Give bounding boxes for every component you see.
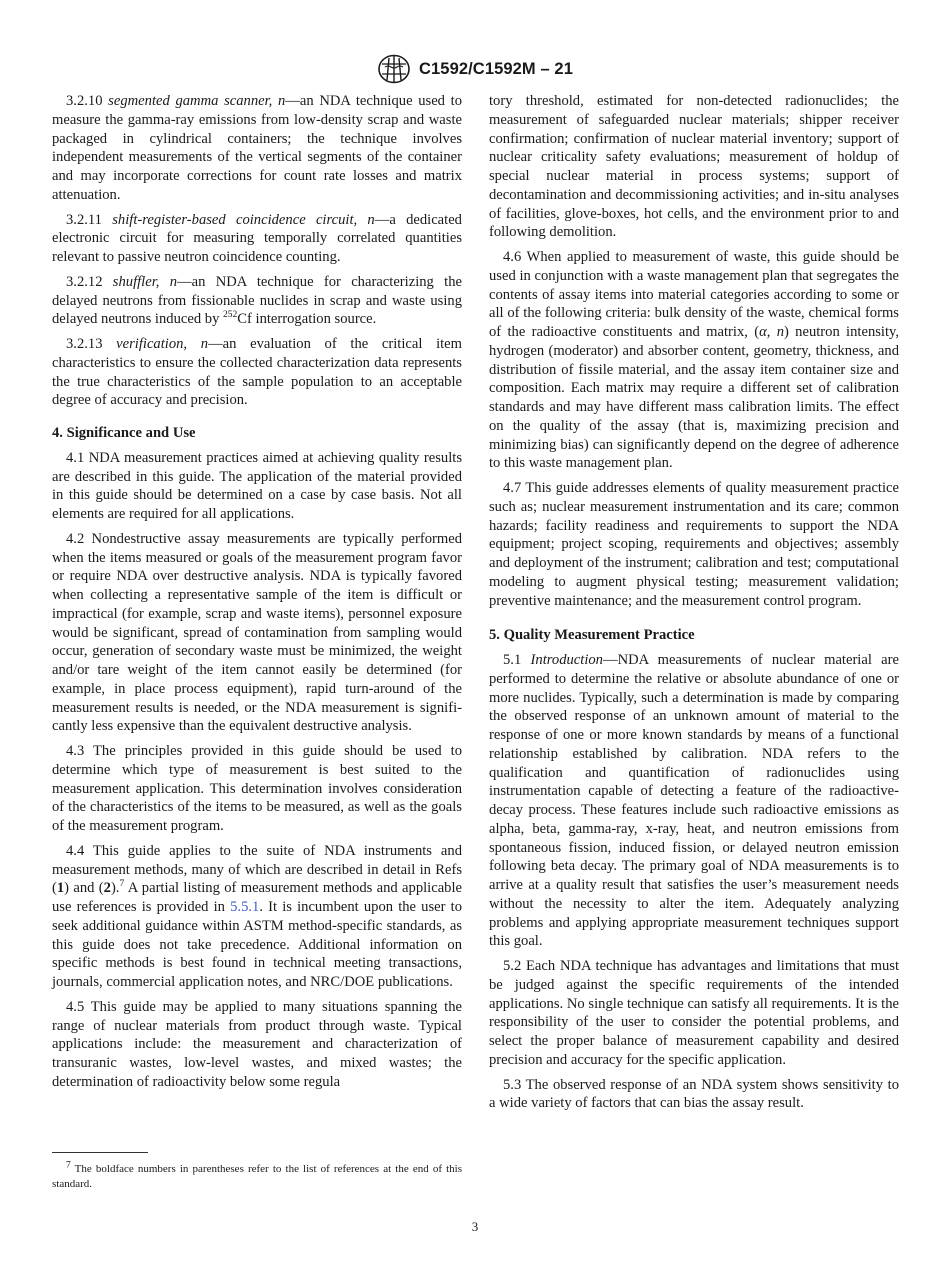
footnote-7-marker[interactable]: 7	[119, 879, 125, 890]
paragraph-4-2: 4.2 Nondestructive assay measurements are typically performed when the items measured or goals of the measurement program favor or require NDA over destructive analysis. NDA is typically favored when collecting a representative sample of the item is difficult or impractical (for example, scrap and waste items), personnel exposure would be significant, spread of contamination from sampling would occur, generation of secondary waste must be minimized, the weight and/or tare weight of the item cannot easily be determined (for example, in place process equipment), rapid turn-around of the measurement results is needed, or the NDA measurement is significantly less expensive than the equivalent destructive analysis.	[52, 530, 462, 735]
paragraph-4-5: 4.5 This guide may be applied to many situations spanning the range of nuclear materials from product through waste. Typical applications include: the measurement and characterization of transuranic wastes, low-level wastes, and mixed wastes; the determination of radioactivity below some regula	[52, 998, 462, 1090]
footnote-divider	[52, 1152, 148, 1153]
paragraph-4-4: 4.4 This guide applies to the suite of NDA instruments and measurement methods, many of which are described in detail in Refs (1) and (2).$^7$ A partial listing of measurement methods and applicable use references is provided in 5.5.1. It is incumbent upon the user to seek additional guidance within ASTM method-specific standards, as this guide does not take precedence. Additional information on specific methods is best found in technical meeting transactions, journals, commercial application notes, and NRC/DOE publications.	[52, 842, 463, 990]
paragraph-5-2: 5.2 Each NDA technique has advantages and limitations that must be judged against the specific requirements of the intended applications. No single technique can satisfy all requirements. It is the responsibility of the user to consider the potential problems, and select the proper balance of measurement capability and desired precision and accuracy for the specific application.	[489, 958, 899, 1068]
paragraph-3-2-13: 3.2.13 verification, n—an evaluation of the critical item characteristics to ensure the collected characterization data represents the true characteristics of the sample population to an acceptable degree of accuracy and precision.	[52, 336, 463, 409]
paragraph-4-5-continued: tory threshold, estimated for non-detected radionuclides; the measurement of safeguarded nuclear materials; shipper receiver confirmation; confirmation of nuclear material inventory; support of nuclear criticality safety evaluations; measurement of holdup of special nuclear material in process systems; support of decontamination and decommissioning activities; and in-situ analyses of facilities, glove-boxes, hot cells, and the environment prior to and following demolition.	[489, 93, 899, 241]
left-column	[52, 92, 462, 1098]
page-header	[0, 52, 950, 86]
paragraph-3-2-10: 3.2.10 segmented gamma scanner, n—an NDA technique used to measure the gamma-ray emissions from low-density scrap and waste packaged in cylindrical containers; the technique involves independent measurements of the vertical segments of the container and may incorporate corrections for count rate losses and matrix attenuation.	[52, 93, 463, 203]
paragraph-5-3: 5.3 The observed response of an NDA system shows sensitivity to a wide variety of factors that can bias the assay result.	[489, 1076, 899, 1112]
defined-term: shift-register-based coincidence circuit, n	[112, 211, 375, 228]
paragraph-4-7: 4.7 This guide addresses elements of quality measurement practice such as; nuclear measurement instrumentation and its care; common hazards; facility readiness and requirements to support the NDA equipment; project scoping, requirements and objectives; assembly and deployment of the instrument; calibration and test; computational modeling to augment physical testing; measurement validation; preventive maintenance; and the measurement control program.	[489, 480, 899, 609]
paragraph-4-3: 4.3 The principles provided in this guide should be used to determine which type of measurement is best suited to the measurement application. This determination involves consideration of the characteristics of the items to be measured, as well as the goals of the measurement program.	[52, 743, 462, 834]
defined-term: segmented gamma scanner, n	[108, 93, 286, 109]
page-number: 3	[471, 1219, 479, 1234]
paragraph-3-2-12: 3.2.12 shuffler, n—an NDA technique for characterizing the delayed neutrons from fissionable nuclides in scrap and waste using delayed neutrons induced by $^{252}$Cf interrogation source.	[52, 273, 462, 328]
defined-term: verification, n	[116, 336, 209, 352]
document-id: C1592/C1592M – 21	[419, 59, 573, 78]
paragraph-5-1: 5.1 Introduction—NDA measurements of nuclear material are performed to determine the relative or absolute abundance of one or more nuclides. Typically, such a determination is made by comparing the observed response of an unknown amount of material to the response of one or more known standards by means of a functional relationship established by calibration. NDA refers to the qualification and quantification of radionuclides using instrumentation capable of detecting a feature of the radioactive-decay process. These features include such radioactive emissions as alpha, beta, gamma-ray, x-ray, heat, and neutron emissions from spontaneous fission, induced fission, or delayed neutron emission following beta decay. The primary goal of NDA measurements is to arrive at a quality result that satisfies the user’s measurement needs without the necessity to alter the item. Adequately analyzing problems and applying appropriate measurement techniques support this goal.	[489, 652, 899, 950]
defined-term: Introduction	[530, 652, 603, 668]
paragraph-4-1: 4.1 NDA measurement practices aimed at achieving quality results are described in this guide. The application of the material provided in this guide should be determined on a case by case basis. Not all elements are required for all applications.	[52, 449, 462, 522]
section-5-heading: 5. Quality Measurement Practice	[489, 627, 695, 644]
reference-1-link[interactable]: 1	[56, 880, 65, 897]
reference-2-link[interactable]: 2	[103, 880, 111, 897]
section-4-heading: 4. Significance and Use	[52, 425, 196, 441]
right-column	[489, 92, 899, 1119]
section-5-5-1-link[interactable]: 5.5.1	[230, 899, 260, 915]
paragraph-3-2-11: 3.2.11 shift-register-based coincidence circuit, n—a dedicated electronic circuit for measuring temporally correlated quantities relevant to passive neutron coincidence counting.	[52, 211, 462, 265]
footnote-7: $^7$ The boldface numbers in parentheses refer to the list of references at the end of this standard.	[52, 1160, 462, 1190]
astm-logo-icon	[377, 54, 411, 84]
paragraph-4-6: 4.6 When applied to measurement of waste, this guide should be used in conjunction with a waste management plan that segregates the contents of assay items into material categories according to some or all of the following criteria: bulk density of the waste, chemical forms of the radioactive constituents and matrix, (α, n) neutron intensity, hydrogen (moderator) and absorber content, geometry, thickness, and distribution of fissile material, and the assay item container size and composition. Each matrix may require a different set of calibration standards and may have different mass calibration limits. The effect on the quality of the assay (that is, maximizing precision and minimizing bias) can significantly depend on the degree of adherence to this waste management plan.	[489, 249, 900, 472]
defined-term: shuffler, n	[112, 273, 178, 290]
